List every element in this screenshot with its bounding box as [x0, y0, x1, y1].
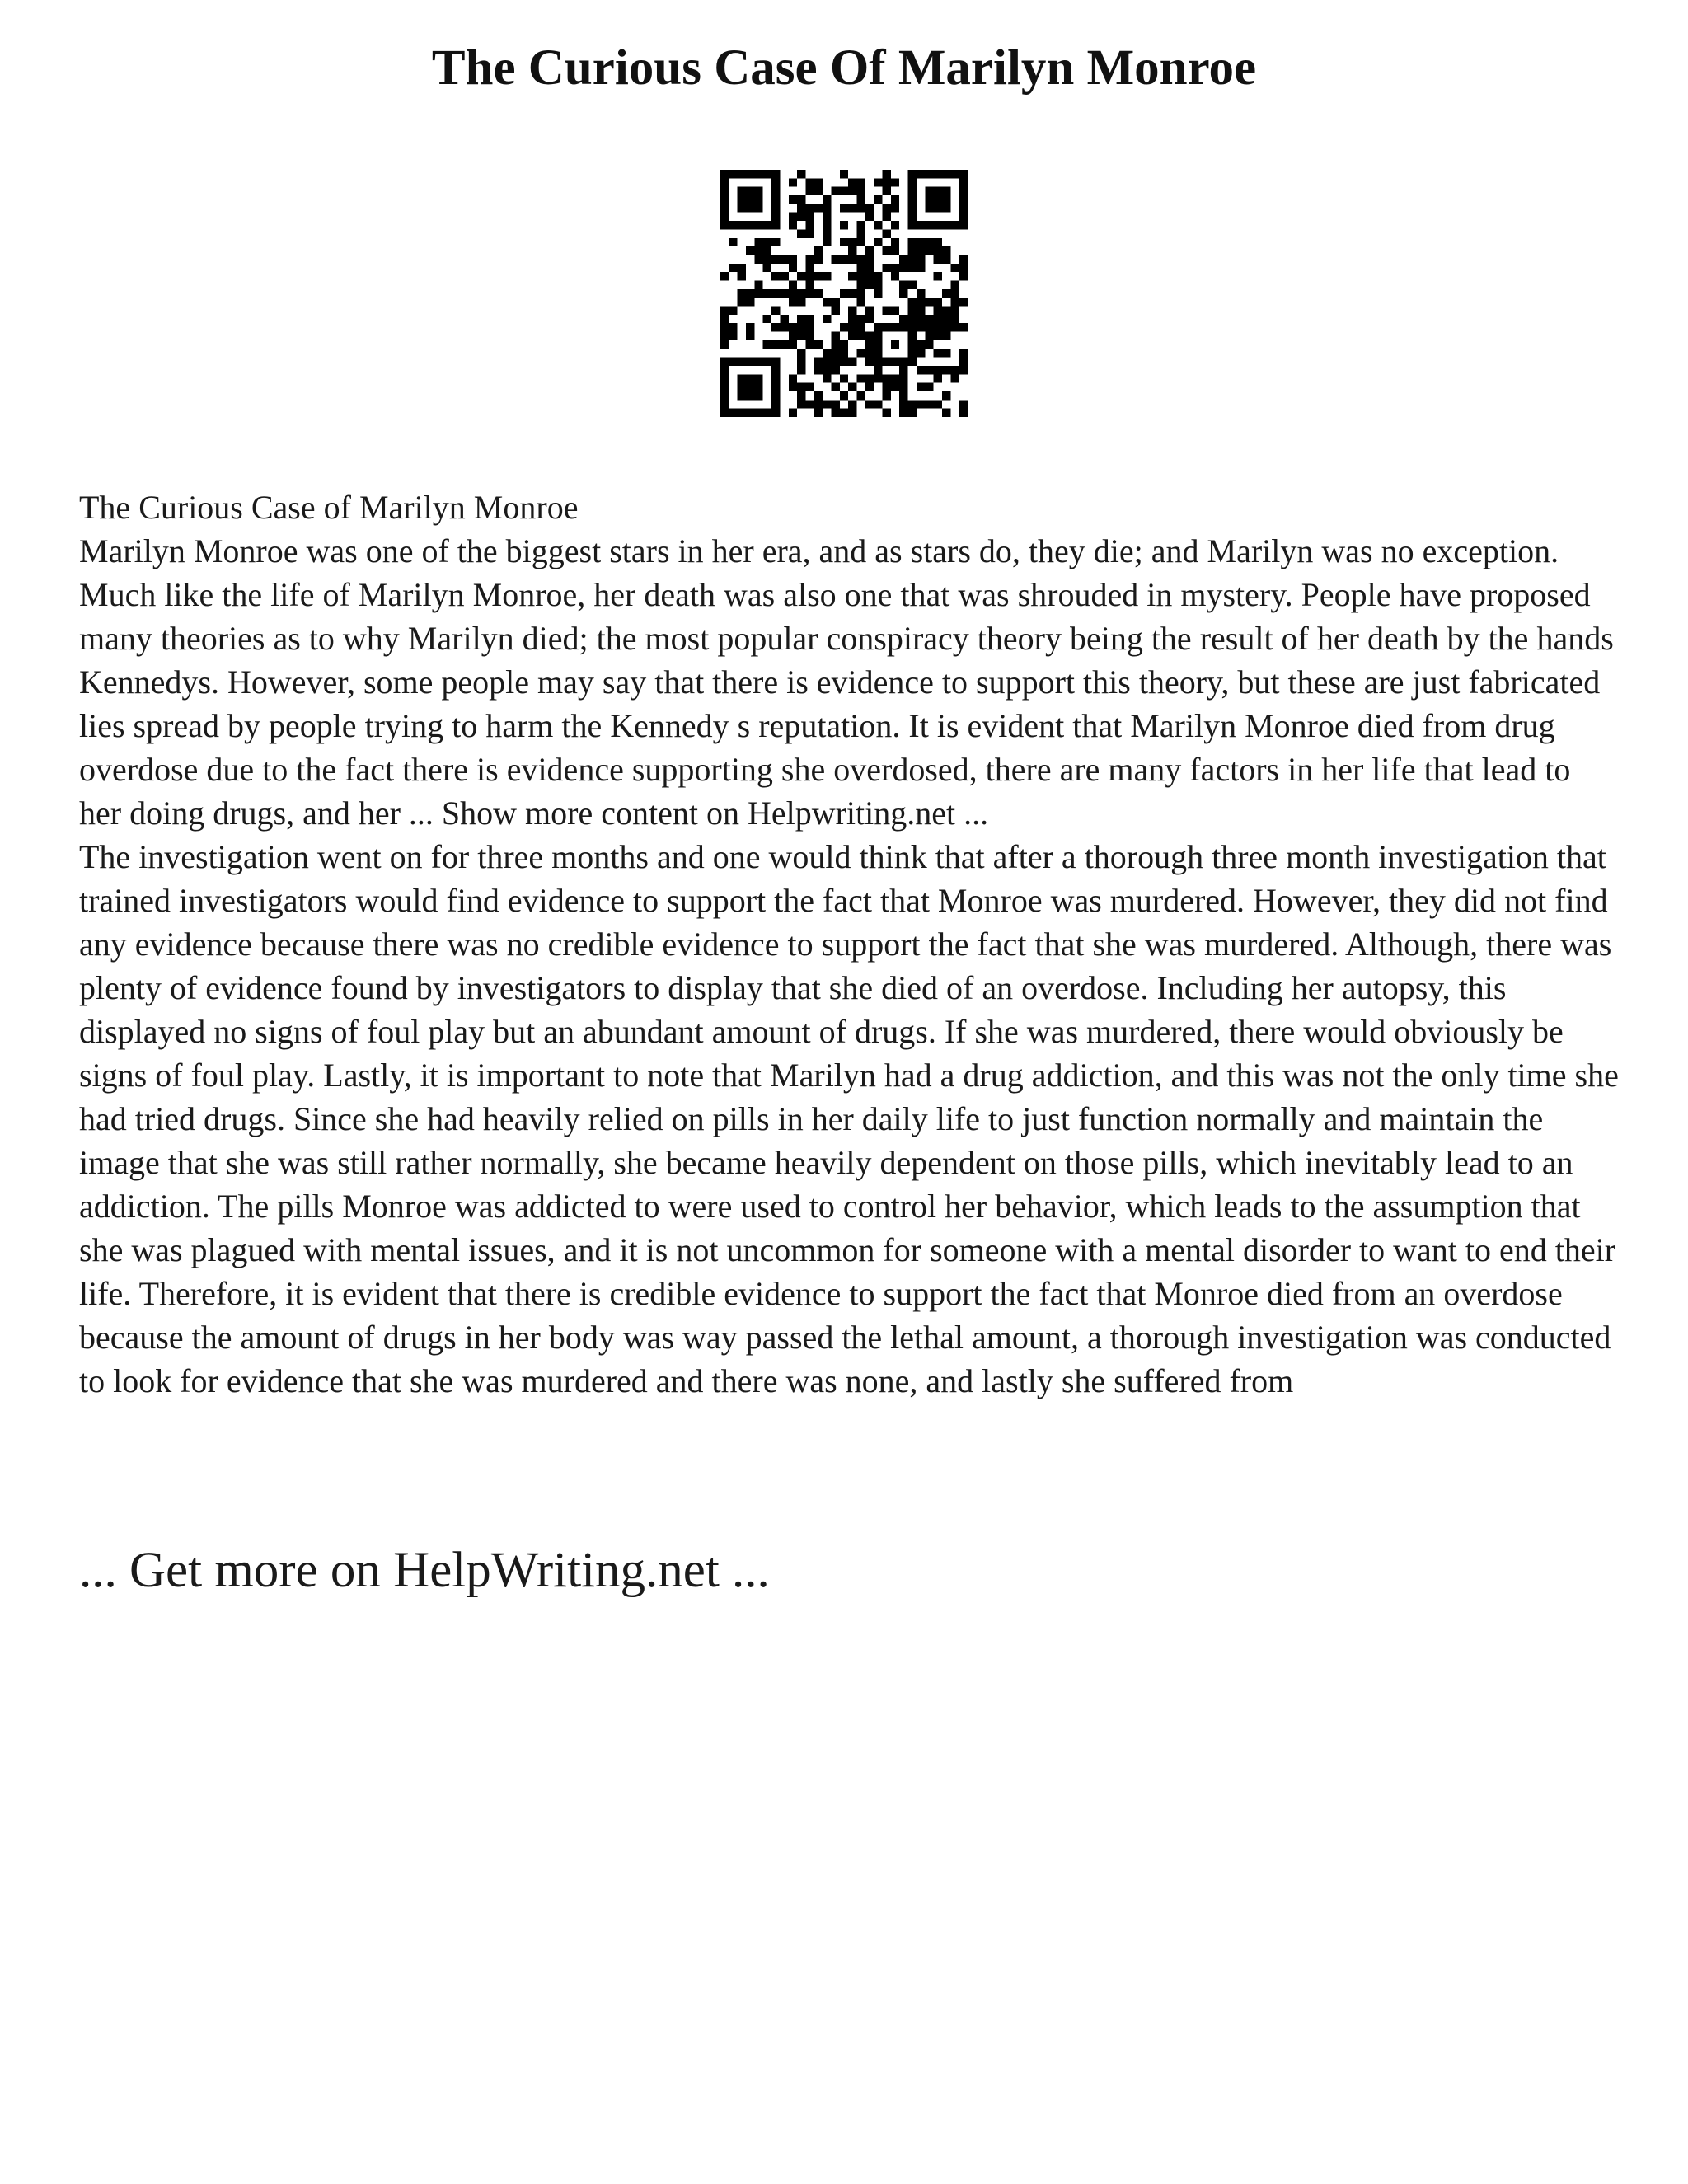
get-more-link[interactable]: ... Get more on HelpWriting.net ... — [79, 1543, 770, 1598]
paragraph-2: The investigation went on for three months and one would think that after a thorough three month investigation that trained investigators would find evidence to support the fact that Monroe was murdered. However, they did not find any evidence because there was no credible evidence to support the fact that she was murdered. Although, there was plenty of evidence found by investigators to display that she died of an overdose. Including her autopsy, this displayed no signs of foul play but an abundant amount of drugs. If she was murdered, there would obviously be signs of foul play. Lastly, it is important to note that Marilyn had a drug addiction, and this was not the only time she had tried drugs. Since she had heavily relied on pills in her daily life to just function normally and maintain the image that she was still rather normally, she became heavily dependent on those pills, which inevitably lead to an addiction. The pills Monroe was addicted to were used to control her behavior, which leads to the assumption that she was plagued with mental issues, and it is not uncommon for someone with a mental disorder to want to end their life. Therefore, it is evident that there is credible evidence to support the fact that Monroe died from an overdose because the amount of drugs in her body was way passed the lethal amount, a thorough investigation was conducted to look for evidence that she was murdered and there was none, and lastly she suffered from — [79, 838, 1619, 1399]
article-body — [79, 485, 1620, 1403]
qr-code-icon — [720, 170, 968, 417]
paragraph-1: Marilyn Monroe was one of the biggest stars in her era, and as stars do, they die; and Marilyn was no exception. Much like the life of Marilyn Monroe, her death was also one that was shrouded in mystery. People have proposed many theories as to why Marilyn died; the most popular conspiracy theory being the result of her death by the hands Kennedys. However, some people may say that there is evidence to support this theory, but these are just fabricated lies spread by people trying to harm the Kennedy s reputation. It is evident that Marilyn Monroe died from drug overdose due to the fact there is evidence supporting she overdosed, there are many factors in her life that lead to her doing drugs, and her ... Show more content on Helpwriting.net ... — [79, 532, 1614, 832]
page-title: The Curious Case Of Marilyn Monroe — [431, 40, 1257, 96]
article-heading: The Curious Case of Marilyn Monroe — [79, 489, 579, 526]
